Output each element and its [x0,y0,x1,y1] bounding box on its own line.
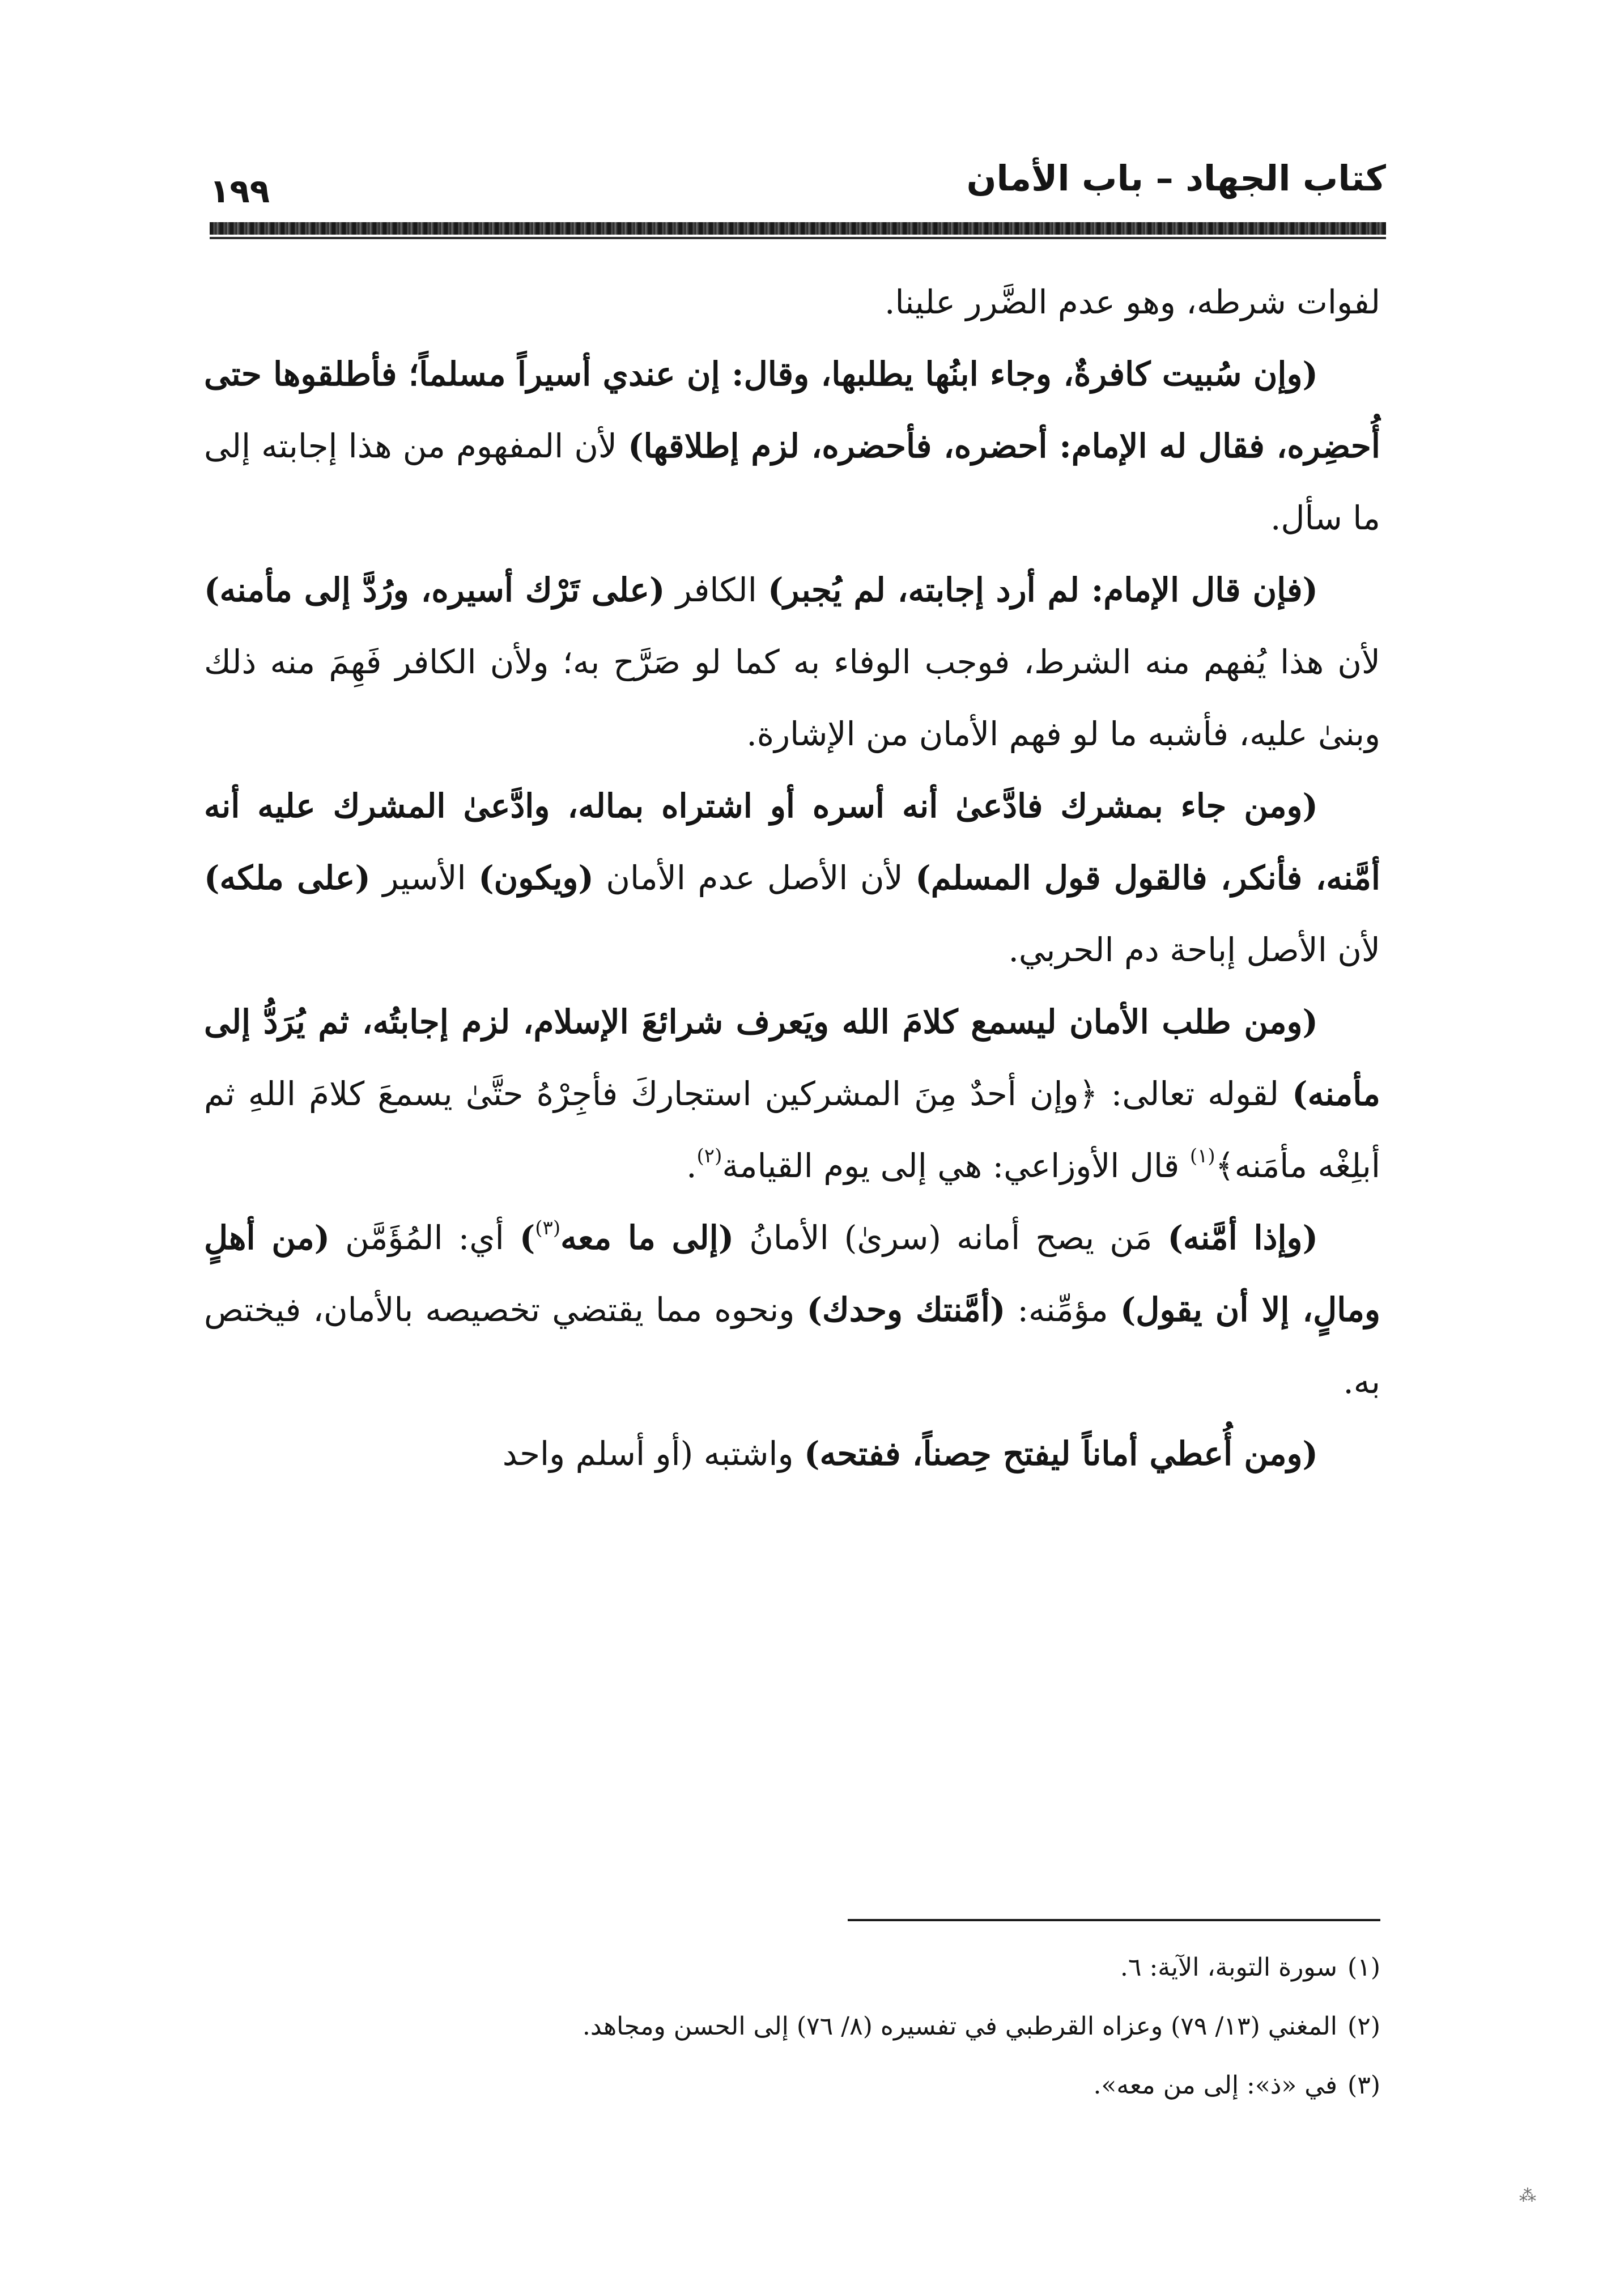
running-header [210,153,1386,215]
commentary-text: الكافر [665,571,768,609]
commentary-text: لأن الأصل عدم الأمان [593,859,916,897]
header-rule [210,222,1386,235]
footnote-text: سورة التوبة، الآية: ٦. [1120,1953,1338,1982]
header-title: كتاب الجهاد – باب الأمان [966,158,1386,199]
paragraph [204,266,1380,338]
footnote-text: في «ذ»: إلى من معه». [1093,2071,1338,2100]
body-text [204,266,1380,1490]
matn-text: (من أهلٍ ومالٍ، إلا أن يقول) [204,1218,1380,1329]
commentary-text: الأسير [370,859,479,897]
commentary-text: قال الأوزاعي: هي إلى يوم القيامة [722,1146,1190,1185]
commentary-text: (أو أسلم واحد [502,1434,694,1473]
matn-text: (ومن جاء بمشرك فادَّعىٰ أنه أسره أو اشتراه بماله، وادَّعىٰ المشرك عليه أنه أمَّنه، فأنكر، فالقول قول المسلم) [204,787,1381,897]
paragraph [204,770,1380,986]
commentary-text: مَن يصح أمانه [941,1218,1168,1257]
commentary-text: لأن الأصل إباحة دم الحربي. [1008,931,1380,969]
matn-text: (أمَّنتك وحدك) [806,1290,1006,1329]
paragraph [204,554,1380,770]
matn-text: (ويكون) [478,859,594,897]
commentary-text: لأن المفهوم من هذا إجابته إلى ما سأل. [204,427,1380,537]
commentary-text: مؤمِّنه: [1005,1290,1120,1329]
matn-text: (وإن سُبيت كافرةٌ، وجاء ابنُها يطلبها، وقال: إن عندي أسيراً مسلماً؛ فأطلقوها حتى أُحضِره، فقال له الإمام: أحضره، فأحضره، لزم إطلاقها) [204,355,1380,465]
footnote [204,1938,1380,1997]
matn-text: (ومن أُعطي أماناً ليفتح حِصناً، ففتحه) [804,1434,1318,1473]
commentary-text: (سرىٰ) [844,1218,942,1257]
footnote-number: (٣) [1347,2071,1380,2100]
matn-text: (ومن طلب الأمان ليسمع كلامَ الله ويَعرف شرائعَ الإسلام، لزم إجابتُه، ثم يُرَدُّ إلى مأمنه) [204,1003,1380,1113]
matn-text: (على تَرْك أسيره، ورُدَّ إلى مأمنه) [204,571,665,609]
commentary-text: واشتبه [693,1434,804,1473]
footnote-text: المغني (١٣/ ٧٩) وعزاه القرطبي في تفسيره (٨/ ٧٦) إلى الحسن ومجاهد. [582,2012,1338,2041]
commentary-text: لقوله تعالى: ﴿وإن أحدٌ مِنَ المشركين استجاركَ فأجِرْهُ حتَّىٰ يسمعَ كلامَ اللهِ ثم أبلِغْه مأمَنه﴾ [204,1075,1380,1185]
footnote [204,1997,1380,2056]
footnote [204,2056,1380,2115]
commentary-text: أي: المُؤَمَّن [330,1218,520,1257]
footnote-number: (٢) [1347,2012,1380,2041]
footnotes [204,1938,1380,2115]
commentary-text: لأن هذا يُفهم منه الشرط، فوجب الوفاء به كما لو صَرَّح به؛ ولأن الكافر فَهِمَ منه ذلك وبنىٰ عليه، فأشبه ما لو فهم الأمان من الإشارة. [204,643,1380,753]
matn-text: (إلى ما معه [560,1218,734,1257]
footnote-rule [848,1919,1380,1921]
paragraph [204,338,1380,554]
paragraph [204,986,1380,1202]
footnote-number: (١) [1347,1953,1380,1982]
matn-text: ) [519,1218,535,1257]
matn-text: (فإن قال الإمام: لم أرد إجابته، لم يُجبر) [768,571,1318,609]
paragraph [204,1418,1380,1490]
footnote-reference: (١) [1189,1145,1215,1167]
page-number: ١٩٩ [210,172,270,210]
paragraph [204,1202,1380,1418]
commentary-text: لفوات شرطه، وهو عدم الضَّرر علينا. [885,283,1380,321]
matn-text: (وإذا أمَّنه) [1167,1218,1319,1257]
page-corner-mark-icon: ⁂ [1519,2186,1536,2206]
matn-text: (على ملكه) [204,859,371,897]
footnote-reference: (٣) [535,1217,561,1239]
commentary-text: . [686,1146,697,1185]
commentary-text: الأمانُ [734,1218,844,1257]
commentary-text: ونحوه مما يقتضي تخصيصه بالأمان، فيختص به. [204,1290,1380,1401]
footnote-reference: (٢) [696,1145,722,1167]
